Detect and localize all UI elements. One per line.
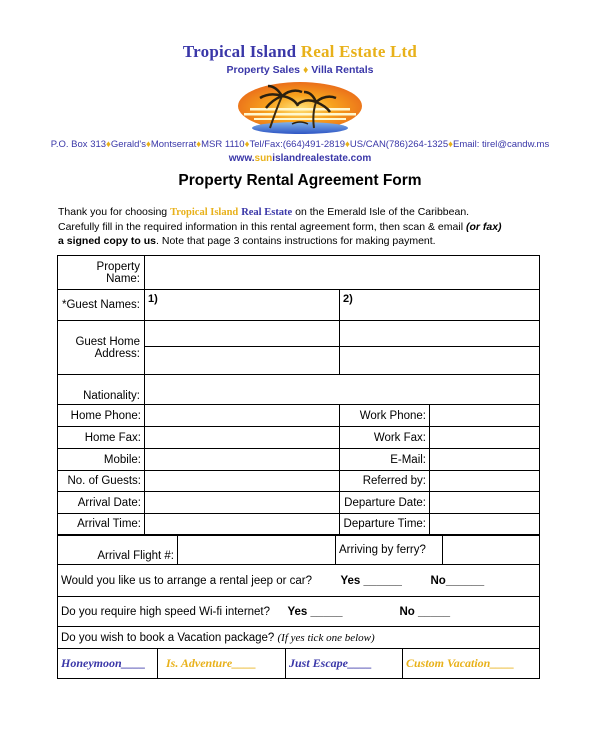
nationality-label: Nationality: bbox=[58, 375, 145, 405]
arrival-flight-label: Arrival Flight #: bbox=[58, 536, 178, 565]
pkg-custom-cell[interactable] bbox=[403, 649, 540, 679]
contact-separator: ♦ bbox=[244, 139, 250, 150]
vacation-question: Do you wish to book a Vacation package? bbox=[61, 631, 275, 644]
website-prefix: www. bbox=[228, 153, 255, 164]
guest-home-address-label: Guest Home Address: bbox=[58, 321, 145, 375]
contact-separator: ♦ bbox=[196, 139, 202, 150]
guest-2-label: 2) bbox=[343, 293, 353, 305]
vacation-question-row bbox=[58, 627, 540, 649]
tagline-villa-rentals: Villa Rentals bbox=[311, 64, 374, 76]
work-phone-field[interactable] bbox=[430, 405, 540, 427]
address-field-2b[interactable] bbox=[340, 347, 540, 375]
jeep-question-row bbox=[58, 565, 540, 597]
travel-table bbox=[57, 535, 540, 565]
form-title: Property Rental Agreement Form bbox=[178, 172, 422, 189]
company-name-part1: Tropical Island bbox=[182, 42, 297, 61]
website-link[interactable] bbox=[0, 153, 600, 164]
address-field-2a[interactable] bbox=[145, 347, 340, 375]
contact-line: P.O. Box 313♦Gerald's♦Montserrat♦MSR 1110♦Tel/Fax:(664)491-2819♦US/CAN(786)264-1325♦Email: tirel@candw.ms bbox=[50, 139, 550, 150]
departure-date-label: Departure Date: bbox=[340, 492, 430, 514]
home-phone-label: Home Phone: bbox=[58, 405, 145, 427]
jeep-no-option[interactable]: No______ bbox=[430, 574, 485, 587]
arrival-flight-field[interactable] bbox=[178, 536, 336, 565]
work-fax-label: Work Fax: bbox=[340, 427, 430, 449]
intro-or-fax: (or fax) bbox=[465, 221, 502, 233]
guest-names-label: *Guest Names: bbox=[58, 290, 145, 321]
work-phone-label: Work Phone: bbox=[340, 405, 430, 427]
company-tagline bbox=[0, 64, 600, 76]
arrival-time-label: Arrival Time: bbox=[58, 514, 145, 535]
address-field-1a[interactable] bbox=[145, 321, 340, 347]
guest-2-field[interactable] bbox=[340, 290, 540, 321]
email-field[interactable] bbox=[430, 449, 540, 471]
vacation-hint: (If yes tick one below) bbox=[277, 631, 375, 644]
arrival-time-field[interactable] bbox=[145, 514, 340, 535]
contact-separator: ♦ bbox=[448, 139, 453, 150]
intro-brand-tropical: Tropical Island bbox=[170, 207, 239, 218]
contact-separator: ♦ bbox=[145, 139, 151, 150]
sunset-palm-logo bbox=[232, 78, 368, 136]
mobile-label: Mobile: bbox=[58, 449, 145, 471]
referred-by-field[interactable] bbox=[430, 471, 540, 492]
jeep-question: Would you like us to arrange a rental jeep or car? bbox=[61, 574, 313, 587]
intro-text: on the Emerald Isle of the Caribbean. bbox=[292, 206, 470, 218]
intro-paragraph bbox=[58, 205, 558, 248]
pkg-custom: Custom Vacation____ bbox=[406, 656, 515, 670]
no-of-guests-field[interactable] bbox=[145, 471, 340, 492]
guest-1-field[interactable] bbox=[145, 290, 340, 321]
no-of-guests-label: No. of Guests: bbox=[58, 471, 145, 492]
mobile-field[interactable] bbox=[145, 449, 340, 471]
referred-by-label: Referred by: bbox=[340, 471, 430, 492]
property-name-field[interactable] bbox=[145, 256, 540, 290]
intro-text: Thank you for choosing bbox=[58, 206, 171, 218]
wifi-no-option[interactable]: No _____ bbox=[399, 605, 451, 618]
arriving-by-ferry-label: Arriving by ferry? bbox=[336, 536, 443, 565]
questions-table bbox=[57, 564, 540, 679]
intro-brand-realestate: Real Estate bbox=[241, 207, 293, 218]
wifi-question-row bbox=[58, 597, 540, 627]
tagline-property-sales: Property Sales bbox=[226, 64, 301, 76]
contact-separator: ♦ bbox=[345, 139, 350, 150]
pkg-adventure-cell[interactable] bbox=[158, 649, 286, 679]
property-name-label: Property Name: bbox=[58, 256, 145, 290]
home-fax-field[interactable] bbox=[145, 427, 340, 449]
pkg-adventure: Is. Adventure____ bbox=[166, 656, 257, 670]
pkg-escape: Just Escape____ bbox=[289, 656, 373, 670]
address-field-1b[interactable] bbox=[340, 321, 540, 347]
website-sun: sun bbox=[254, 153, 273, 164]
tagline-separator: ♦ bbox=[302, 64, 309, 76]
email-label: E-Mail: bbox=[340, 449, 430, 471]
pkg-escape-cell[interactable] bbox=[286, 649, 403, 679]
arriving-by-ferry-field[interactable] bbox=[443, 536, 540, 565]
intro-text: Carefully fill in the required information in this rental agreement form, then scan & email bbox=[58, 221, 466, 233]
arrival-date-field[interactable] bbox=[145, 492, 340, 514]
wifi-question: Do you require high speed Wi-fi internet? bbox=[61, 605, 271, 618]
home-phone-field[interactable] bbox=[145, 405, 340, 427]
departure-time-field[interactable] bbox=[430, 514, 540, 535]
work-fax-field[interactable] bbox=[430, 427, 540, 449]
intro-text: . Note that page 3 contains instructions for making payment. bbox=[156, 235, 436, 247]
pkg-honeymoon: Honeymoon____ bbox=[61, 656, 146, 670]
company-name-part2: Real Estate Ltd bbox=[300, 42, 418, 61]
website-rest: islandrealestate.com bbox=[272, 153, 372, 164]
wifi-yes-option[interactable]: Yes _____ bbox=[287, 605, 343, 618]
pkg-honeymoon-cell[interactable] bbox=[58, 649, 158, 679]
rental-form-table bbox=[57, 255, 540, 535]
arrival-date-label: Arrival Date: bbox=[58, 492, 145, 514]
intro-signed-copy: a signed copy to us bbox=[58, 235, 157, 247]
home-fax-label: Home Fax: bbox=[58, 427, 145, 449]
departure-time-label: Departure Time: bbox=[340, 514, 430, 535]
nationality-field[interactable] bbox=[145, 375, 540, 405]
company-name bbox=[0, 42, 600, 62]
guest-1-label: 1) bbox=[148, 293, 158, 305]
jeep-yes-option[interactable]: Yes ______ bbox=[340, 574, 402, 587]
departure-date-field[interactable] bbox=[430, 492, 540, 514]
contact-separator: ♦ bbox=[106, 139, 111, 150]
